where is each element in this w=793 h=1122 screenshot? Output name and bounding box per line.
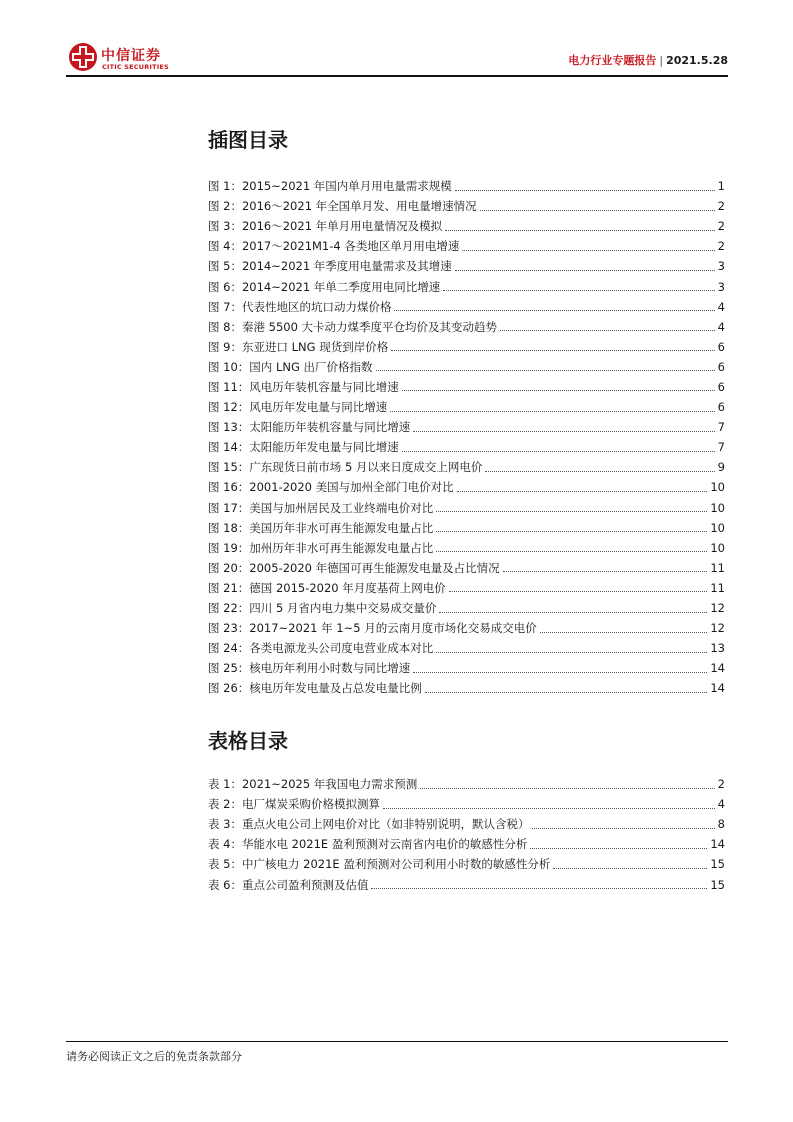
figure-entry-page-number: 11 [710,580,725,595]
dot-leader [394,310,714,311]
figure-entry-page-number: 14 [710,681,725,696]
figure-entry-title: 图 12：风电历年发电量与同比增速 [208,400,388,415]
figure-entry-page-number: 2 [717,219,725,234]
figure-toc-entry[interactable] [208,297,725,317]
figure-entry-title: 图 9：东亚进口 LNG 现货到岸价格 [208,339,389,354]
figure-entry-page-number: 6 [717,359,725,374]
figure-entry-page-number: 7 [717,440,725,455]
dot-leader [402,390,715,391]
figure-toc-entry[interactable] [208,518,725,538]
figure-entry-page-number: 6 [717,339,725,354]
dot-leader [383,808,715,809]
dot-leader [371,888,707,889]
figure-toc-entry[interactable] [208,216,725,236]
figure-entry-page-number: 12 [710,621,725,636]
dot-leader [449,591,708,592]
figure-entry-title: 图 18：美国历年非水可再生能源发电量占比 [208,520,434,535]
figure-toc-entry[interactable] [208,417,725,437]
dot-leader [439,612,707,613]
figure-entry-title: 图 13：太阳能历年装机容量与同比增速 [208,420,411,435]
citic-logo-icon [68,42,98,72]
table-entry-title: 表 6：重点公司盈利预测及估值 [208,877,369,892]
dot-leader [420,788,714,789]
figure-toc-entry[interactable] [208,337,725,357]
dot-leader [425,692,708,693]
table-toc-entry[interactable] [208,874,725,894]
figure-entry-title: 图 20：2005-2020 年德国可再生能源发电量及占比情况 [208,560,500,575]
dot-leader [436,531,707,532]
figure-entry-title: 图 15：广东现货日前市场 5 月以来日度成交上网电价 [208,460,483,475]
figure-entry-title: 图 19：加州历年非水可再生能源发电量占比 [208,540,434,555]
dot-leader [480,210,715,211]
figure-entry-title: 图 14：太阳能历年发电量与同比增速 [208,440,399,455]
footer-divider [66,1041,728,1042]
dot-leader [443,290,714,291]
table-entry-title: 表 5：中广核电力 2021E 盈利预测对公司利用小时数的敏感性分析 [208,857,551,872]
table-entry-page-number: 15 [710,857,725,872]
figure-entry-page-number: 10 [710,480,725,495]
figure-entry-page-number: 1 [717,179,725,194]
figure-entry-title: 图 21：德国 2015-2020 年月度基荷上网电价 [208,580,446,595]
figure-entry-title: 图 22：四川 5 月省内电力集中交易成交量价 [208,601,437,616]
dot-leader [457,491,708,492]
figure-entry-page-number: 14 [710,661,725,676]
figure-toc-entry[interactable] [208,317,725,337]
dot-leader [485,471,714,472]
figure-entry-title: 图 1：2015~2021 年国内单月用电量需求规模 [208,179,452,194]
figure-entry-title: 图 5：2014~2021 年季度用电量需求及其增速 [208,259,452,274]
figure-entry-page-number: 10 [710,500,725,515]
dot-leader [402,451,715,452]
figure-entry-page-number: 10 [710,520,725,535]
table-entry-page-number: 2 [717,777,725,792]
figure-toc-entry[interactable] [208,457,725,477]
figure-entry-page-number: 2 [717,199,725,214]
figure-toc-entry[interactable] [208,678,725,698]
table-entry-page-number: 8 [717,817,725,832]
figure-entry-title: 图 26：核电历年发电量及占总发电量比例 [208,681,422,696]
dot-leader [436,652,707,653]
figure-entry-page-number: 7 [717,420,725,435]
figures-toc-list [208,176,725,698]
figure-entry-title: 图 17：美国与加州居民及工业终端电价对比 [208,500,434,515]
figure-entry-page-number: 13 [710,641,725,656]
figure-entry-page-number: 4 [717,319,725,334]
figure-toc-entry[interactable] [208,477,725,497]
figure-entry-title: 图 24：各类电源龙头公司度电营业成本对比 [208,641,434,656]
dot-leader [540,632,708,633]
figure-entry-title: 图 10：国内 LNG 出厂价格指数 [208,359,373,374]
dot-leader [436,511,707,512]
figure-toc-entry[interactable] [208,236,725,256]
figure-toc-entry[interactable] [208,498,725,518]
figure-entry-page-number: 9 [717,460,725,475]
header-separator: | [659,54,664,67]
table-entry-title: 表 1：2021~2025 年我国电力需求预测 [208,777,418,792]
figure-entry-title: 图 7：代表性地区的坑口动力煤价格 [208,299,392,314]
figure-toc-entry[interactable] [208,357,725,377]
citic-securities-logo [68,42,188,74]
figure-entry-title: 图 3：2016～2021 年单月用电量情况及模拟 [208,219,443,234]
header-report-info [568,52,728,68]
dot-leader [503,571,708,572]
logo-chinese-name: 中信证券 [101,48,161,64]
dot-leader [462,250,714,251]
figure-toc-entry[interactable] [208,638,725,658]
footer-disclaimer: 请务必阅读正文之后的免责条款部分 [66,1050,242,1063]
figure-toc-entry[interactable] [208,558,725,578]
table-toc-entry[interactable] [208,834,725,854]
figure-entry-page-number: 3 [717,279,725,294]
figure-toc-entry[interactable] [208,538,725,558]
dot-leader [532,828,714,829]
dot-leader [455,270,715,271]
figure-toc-entry[interactable] [208,618,725,638]
figure-entry-title: 图 11：风电历年装机容量与同比增速 [208,379,399,394]
table-toc-entry[interactable] [208,774,725,794]
figure-entry-page-number: 4 [717,299,725,314]
dot-leader [413,672,707,673]
figure-toc-entry[interactable] [208,397,725,417]
tables-toc-heading: 表格目录 [208,729,288,753]
report-date: 2021.5.28 [666,54,728,67]
table-entry-title: 表 4：华能水电 2021E 盈利预测对云南省内电价的敏感性分析 [208,837,528,852]
logo-english-name: CITIC SECURITIES [102,63,169,71]
figure-entry-page-number: 6 [717,379,725,394]
figure-entry-title: 图 4：2017～2021M1-4 各类地区单月用电增速 [208,239,460,254]
figure-toc-entry[interactable] [208,578,725,598]
figure-entry-title: 图 25：核电历年利用小时数与同比增速 [208,661,411,676]
figure-entry-title: 图 2：2016～2021 年全国单月发、用电量增速情况 [208,199,477,214]
table-entry-page-number: 14 [710,837,725,852]
tables-toc-list [208,774,725,895]
figure-entry-title: 图 6：2014~2021 年单二季度用电同比增速 [208,279,441,294]
dot-leader [553,868,707,869]
figure-entry-page-number: 6 [717,400,725,415]
dot-leader [391,350,714,351]
figure-toc-entry[interactable] [208,276,725,296]
figure-entry-page-number: 12 [710,601,725,616]
figure-entry-page-number: 11 [710,560,725,575]
dot-leader [445,230,715,231]
dot-leader [436,551,707,552]
table-entry-title: 表 2：电厂煤炭采购价格模拟测算 [208,797,380,812]
figure-toc-entry[interactable] [208,598,725,618]
figure-toc-entry[interactable] [208,256,725,276]
figure-toc-entry[interactable] [208,658,725,678]
figure-entry-title: 图 23：2017~2021 年 1~5 月的云南月度市场化交易成交电价 [208,621,537,636]
figure-entry-page-number: 10 [710,540,725,555]
table-entry-page-number: 15 [710,877,725,892]
table-toc-entry[interactable] [208,814,725,834]
table-toc-entry[interactable] [208,854,725,874]
dot-leader [376,370,715,371]
figures-toc-heading: 插图目录 [208,128,288,152]
table-entry-title: 表 3：重点火电公司上网电价对比（如非特别说明，默认含税） [208,817,530,832]
figure-entry-page-number: 3 [717,259,725,274]
figure-toc-entry[interactable] [208,176,725,196]
table-toc-entry[interactable] [208,794,725,814]
figure-entry-title: 图 16：2001-2020 美国与加州全部门电价对比 [208,480,454,495]
report-title: 电力行业专题报告 [568,54,657,67]
header-divider [66,75,728,77]
figure-toc-entry[interactable] [208,377,725,397]
page-header [66,38,728,76]
dot-leader [530,848,707,849]
dot-leader [390,411,714,412]
dot-leader [455,190,715,191]
figure-entry-page-number: 2 [717,239,725,254]
figure-entry-title: 图 8：秦港 5500 大卡动力煤季度平仓均价及其变动趋势 [208,319,498,334]
figure-toc-entry[interactable] [208,196,725,216]
table-entry-page-number: 4 [717,797,725,812]
figure-toc-entry[interactable] [208,437,725,457]
dot-leader [500,330,715,331]
dot-leader [413,431,714,432]
